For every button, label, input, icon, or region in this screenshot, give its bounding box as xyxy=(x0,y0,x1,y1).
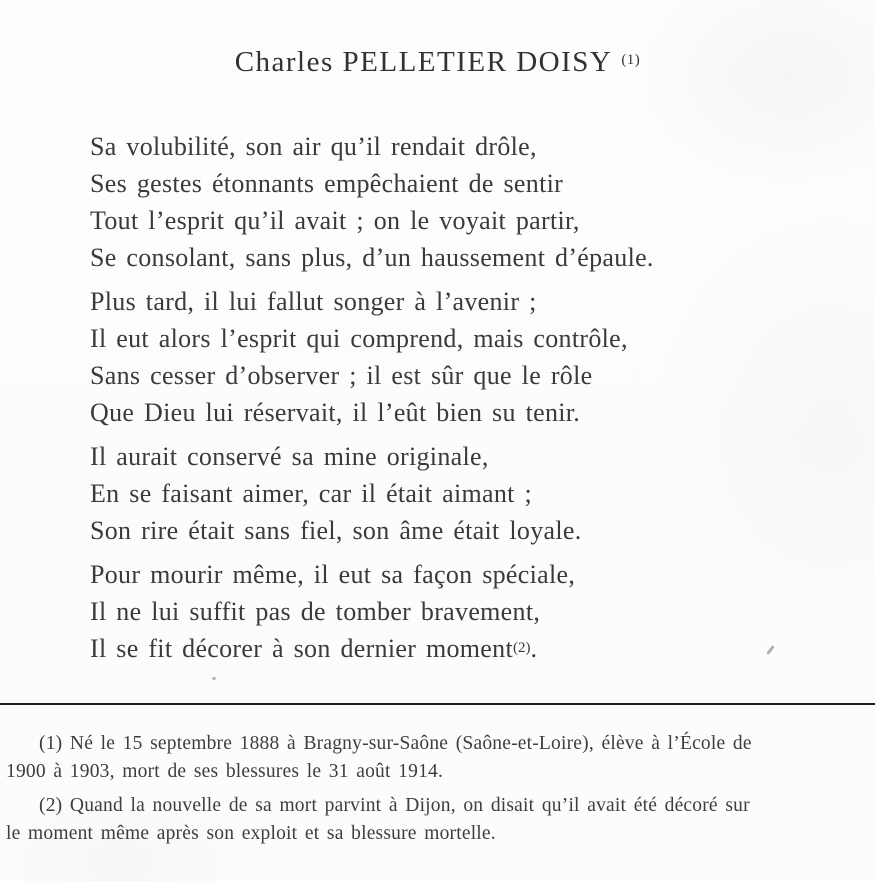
poem-line: Que Dieu lui réservait, il l’eût bien su tenir. xyxy=(90,398,581,427)
footnotes xyxy=(6,730,870,854)
footnote-ref-2: (2) xyxy=(512,640,531,656)
poem xyxy=(90,128,654,674)
poem-line: Sans cesser d’observer ; il est sûr que le rôle xyxy=(90,361,593,390)
footnote-divider xyxy=(0,703,875,705)
title-text: Charles PELLETIER DOISY xyxy=(234,46,613,78)
poem-line: Ses gestes étonnants empêchaient de sentir xyxy=(90,169,564,198)
scan-speck xyxy=(212,677,216,680)
stanza-1 xyxy=(90,128,654,276)
footnote-2 xyxy=(6,792,870,848)
poem-line: Il eut alors l’esprit qui comprend, mais contrôle, xyxy=(90,324,628,353)
poem-line: Plus tard, il lui fallut songer à l’avenir ; xyxy=(90,287,537,316)
stanza-4 xyxy=(90,556,654,667)
poem-line: Il aurait conservé sa mine originale, xyxy=(90,442,489,471)
poem-line: Tout l’esprit qu’il avait ; on le voyait partir, xyxy=(90,206,580,235)
poem-line: Pour mourir même, il eut sa façon spéciale, xyxy=(90,560,576,589)
page-title xyxy=(0,46,875,79)
footnote-line: 1900 à 1903, mort de ses blessures le 31 août 1914. xyxy=(6,761,444,782)
poem-line: En se faisant aimer, car il était aimant ; xyxy=(90,479,532,508)
stanza-3 xyxy=(90,438,654,549)
footnote-1 xyxy=(6,730,870,786)
scan-speck xyxy=(766,645,775,655)
poem-line: Se consolant, sans plus, d’un haussement d’épaule. xyxy=(90,243,654,272)
stanza-2 xyxy=(90,283,654,431)
footnote-ref-1: (1) xyxy=(621,52,641,68)
footnote-line: (1) Né le 15 septembre 1888 à Bragny-sur-Saône (Saône-et-Loire), élève à l’École de xyxy=(39,733,752,754)
poem-line: Il ne lui suffit pas de tomber bravement, xyxy=(90,597,541,626)
poem-line: Son rire était sans fiel, son âme était loyale. xyxy=(90,516,582,545)
poem-line xyxy=(90,630,654,667)
poem-line: Sa volubilité, son air qu’il rendait drôle, xyxy=(90,132,537,161)
footnote-line: le moment même après son exploit et sa blessure mortelle. xyxy=(6,823,496,844)
footnote-line: (2) Quand la nouvelle de sa mort parvint à Dijon, on disait qu’il avait été décoré sur xyxy=(39,795,750,816)
poem-line-period: . xyxy=(530,634,538,663)
poem-line-text: Il se fit décorer à son dernier moment xyxy=(90,634,513,663)
